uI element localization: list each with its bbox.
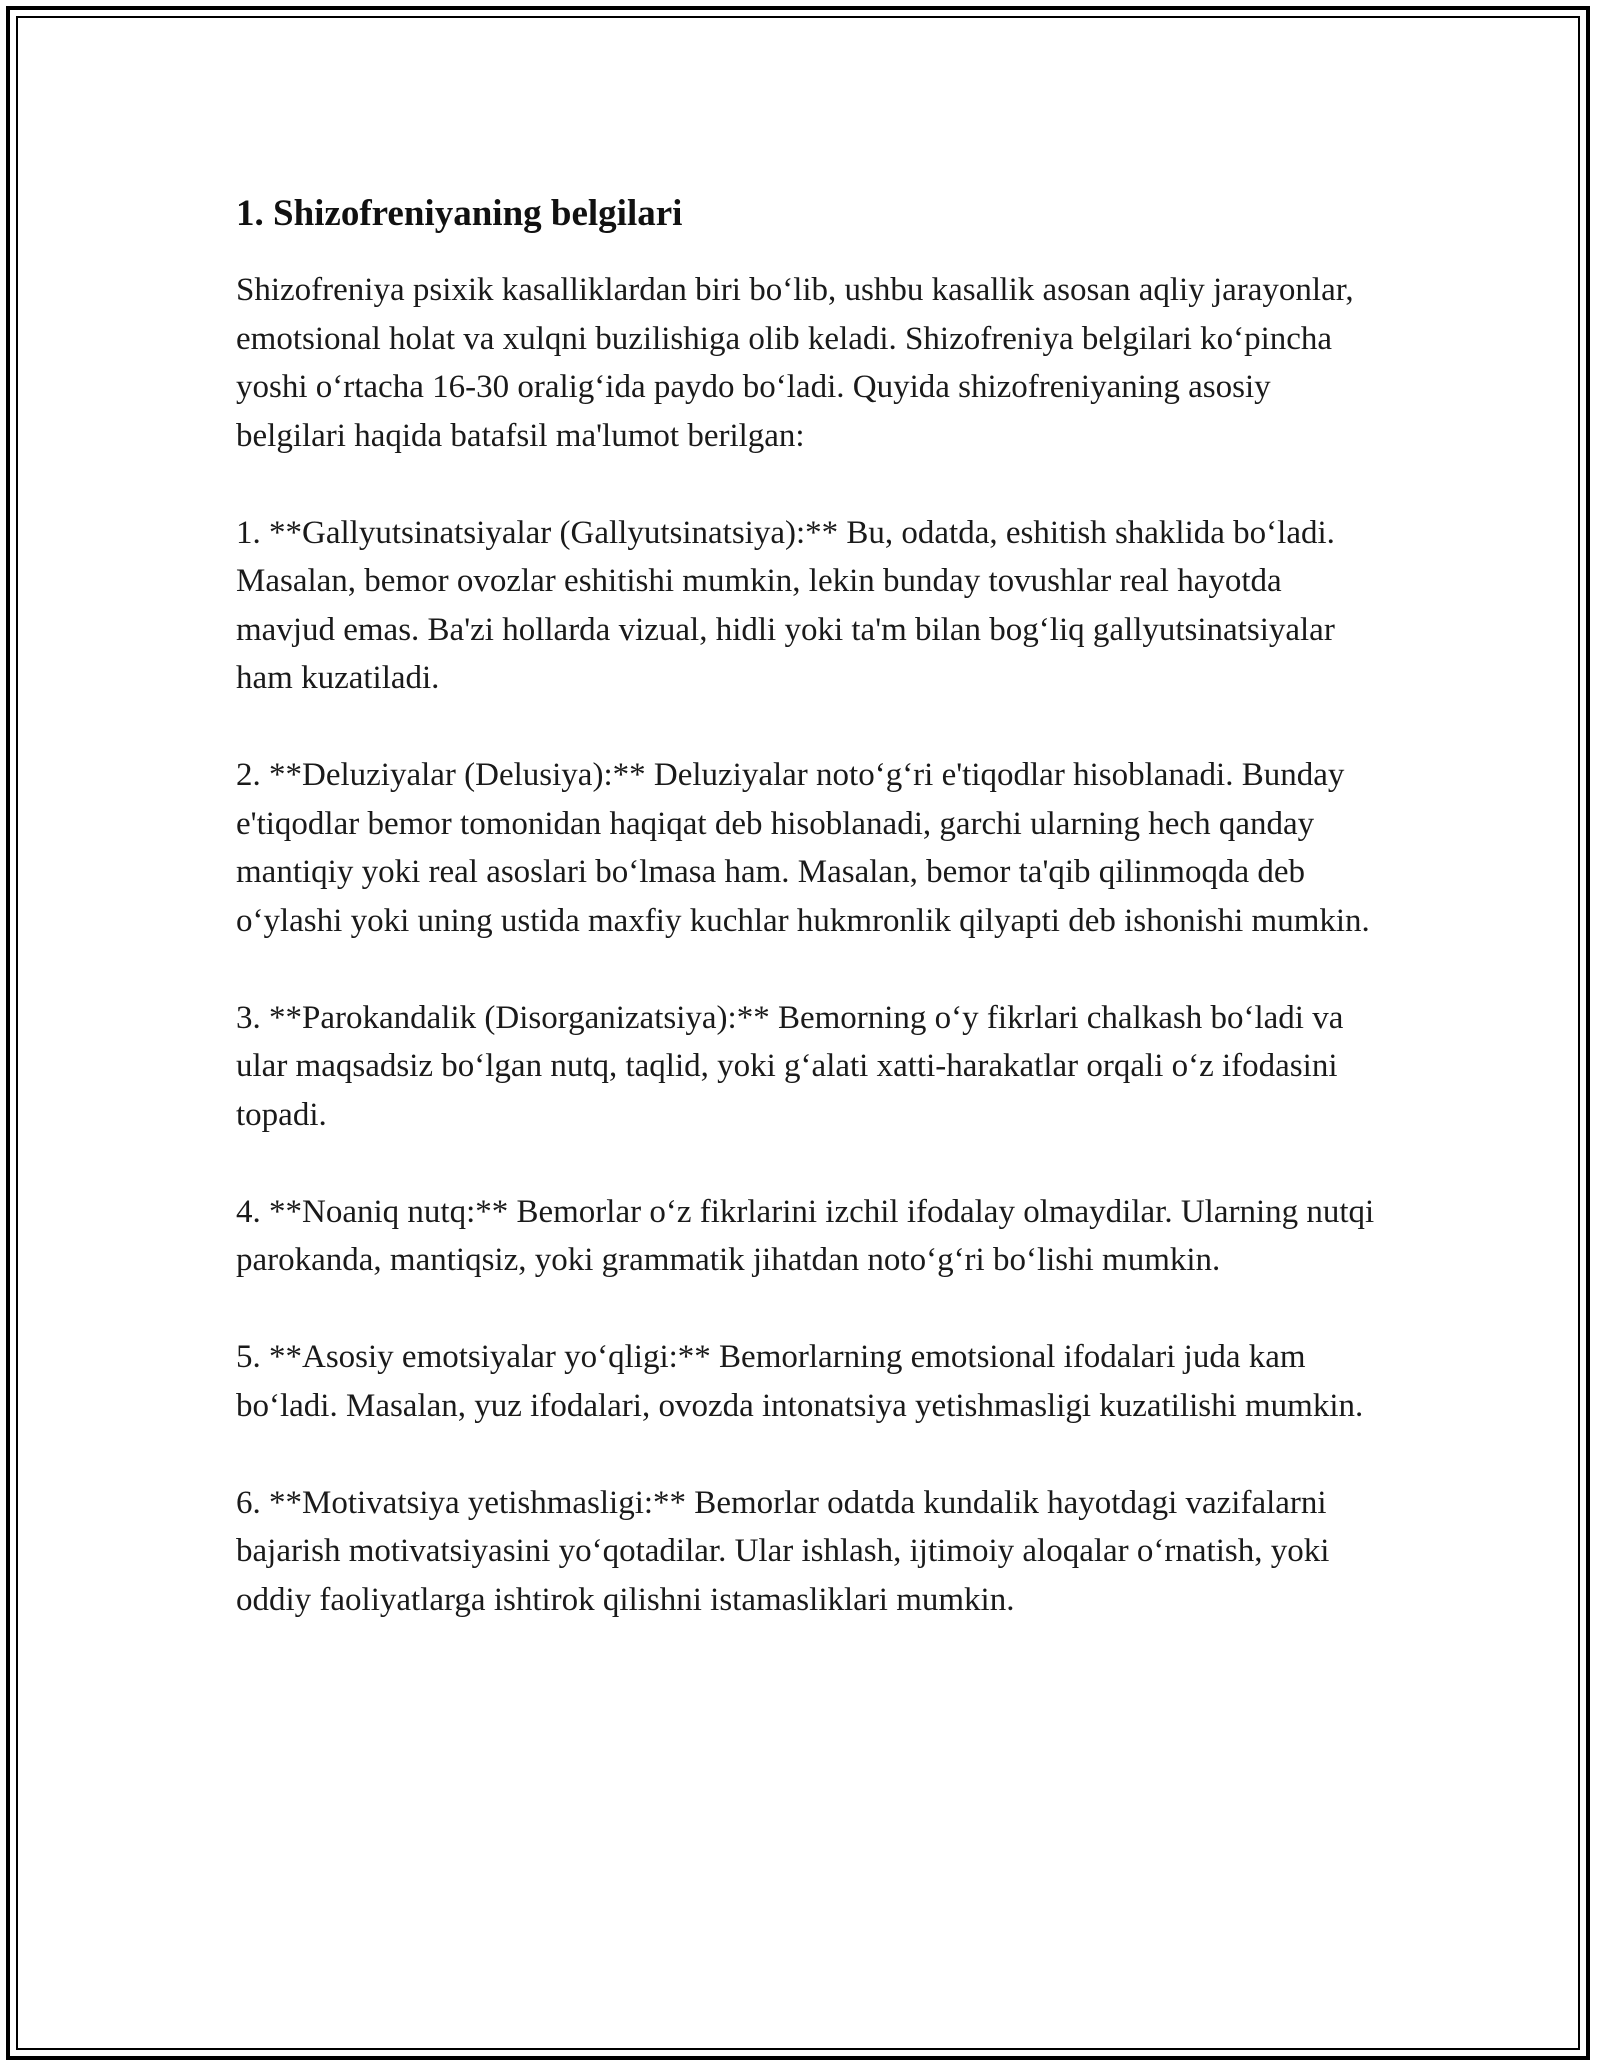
list-item-motivation-lack: 6. **Motivatsiya yetishmasligi:** Bemorlar odatda kundalik hayotdagi vazifalarni bajarish motivatsiyasini yoʻqotadilar. Ular ishlash, ijtimoiy aloqalar oʻrnatish, yoki oddiy faoliyatlarga ishtirok qilishni istamasliklari mumkin.	[236, 1484, 1330, 1618]
list-item-hallucinations: 1. **Gallyutsinatsiyalar (Gallyutsinatsiya):** Bu, odatda, eshitish shaklida boʻladi. Masalan, bemor ovozlar eshitishi mumkin, lekin bunday tovushlar real hayotda mavjud emas. Ba'zi hollarda vizual, hidli yoki ta'm bilan bogʻliq gallyutsinatsiyalar ham kuzatiladi.	[236, 514, 1335, 696]
list-item-disorganization: 3. **Parokandalik (Disorganizatsiya):** Bemorning oʻy fikrlari chalkash boʻladi va ular maqsadsiz boʻlgan nutq, taqlid, yoki gʻalati xatti-harakatlar orqali oʻz ifodasini topadi.	[236, 999, 1344, 1133]
list-item-unclear-speech: 4. **Noaniq nutq:** Bemorlar oʻz fikrlarini izchil ifodalay olmaydilar. Ularning nutqi parokanda, mantiqsiz, yoki grammatik jihatdan notoʻgʻri boʻlishi mumkin.	[236, 1193, 1375, 1278]
list-item-delusions: 2. **Deluziyalar (Delusiya):** Deluziyalar notoʻgʻri e'tiqodlar hisoblanadi. Bunday e'tiqodlar bemor tomonidan haqiqat deb hisoblanadi, garchi ularning hech qanday mantiqiy yoki real asoslari boʻlmasa ham. Masalan, bemor ta'qib qilinmoqda deb oʻylashi yoki uning ustida maxfiy kuchlar hukmronlik qilyapti deb ishonishi mumkin.	[236, 757, 1370, 939]
section-heading: 1. Shizofreniyaning belgilari	[236, 193, 683, 234]
list-item-emotion-absence: 5. **Asosiy emotsiyalar yoʻqligi:** Bemorlarning emotsional ifodalari juda kam boʻladi. Masalan, yuz ifodalari, ovozda intonatsiya yetishmasligi kuzatilishi mumkin.	[236, 1339, 1364, 1424]
intro-paragraph: Shizofreniya psixik kasalliklardan biri boʻlib, ushbu kasallik asosan aqliy jarayonlar, emotsional holat va xulqni buzilishiga olib keladi. Shizofreniya belgilari koʻpincha yoshi oʻrtacha 16-30 oraligʻida paydo boʻladi. Quyida shizofreniyaning asosiy belgilari haqida batafsil ma'lumot berilgan:	[236, 272, 1354, 454]
document-body	[236, 190, 1376, 1673]
